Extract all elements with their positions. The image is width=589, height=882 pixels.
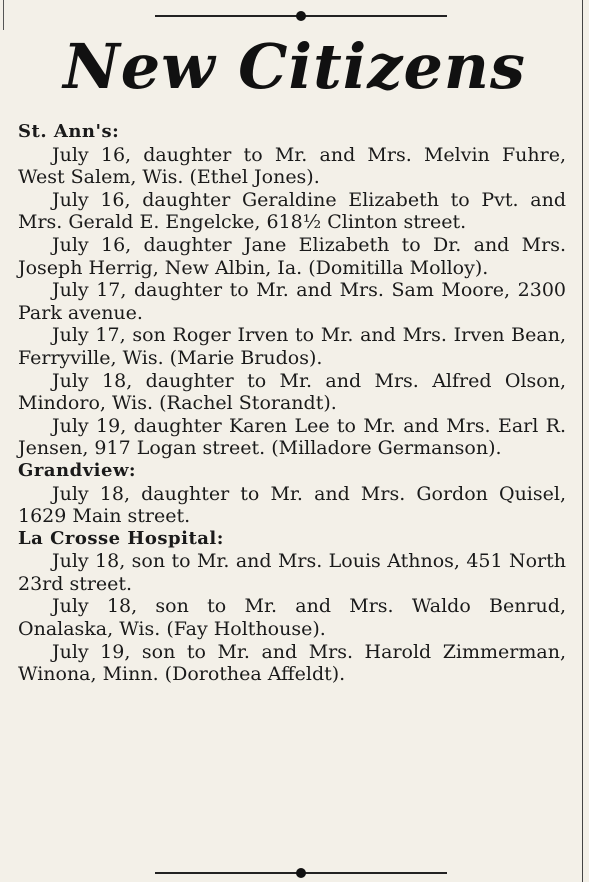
birth-entry: July 16, daughter Geraldine Elizabeth to Pvt. and Mrs. Gerald E. Engelcke, 618½ Clinton street. [18, 188, 566, 234]
birth-entry: July 18, daughter to Mr. and Mrs. Gordon Quisel, 1629 Main street. [18, 482, 566, 528]
section-heading: La Crosse Hospital: [18, 527, 224, 549]
birth-entry: July 17, daughter to Mr. and Mrs. Sam Moore, 2300 Park avenue. [18, 279, 566, 324]
section-heading: St. Ann's: [18, 121, 120, 142]
birth-entry: July 16, daughter to Mr. and Mrs. Melvin Fuhre, West Salem, Wis. (Ethel Jones). [18, 143, 566, 189]
section-heading: Grandview: [18, 459, 137, 481]
birth-entry: July 18, daughter to Mr. and Mrs. Alfred Olson, Mindoro, Wis. (Rachel Storandt). [18, 369, 566, 415]
birth-entry: July 18, son to Mr. and Mrs. Louis Athnos, 451 North 23rd street. [18, 550, 566, 595]
headline: New Citizens [63, 30, 526, 103]
article-body [18, 121, 566, 686]
section-st-anns [18, 121, 566, 460]
column-rule-right [582, 0, 583, 882]
birth-entry: July 16, daughter Jane Elizabeth to Dr. and Mrs. Joseph Herrig, New Albin, Ia. (Domitilla Molloy). [18, 233, 566, 279]
top-rule-dot [296, 11, 306, 21]
bottom-rule-dot [296, 868, 306, 878]
birth-entry: July 18, son to Mr. and Mrs. Waldo Benrud, Onalaska, Wis. (Fay Holthouse). [18, 595, 566, 641]
birth-entry: July 19, daughter Karen Lee to Mr. and Mrs. Earl R. Jensen, 917 Logan street. (Milladore Germanson). [18, 414, 566, 460]
birth-entry: July 19, son to Mr. and Mrs. Harold Zimmerman, Winona, Minn. (Dorothea Affeldt). [18, 640, 566, 686]
birth-entry: July 17, son Roger Irven to Mr. and Mrs. Irven Bean, Ferryville, Wis. (Marie Brudos). [18, 324, 566, 369]
section-la-crosse-hospital [18, 528, 566, 686]
section-grandview [18, 460, 566, 528]
